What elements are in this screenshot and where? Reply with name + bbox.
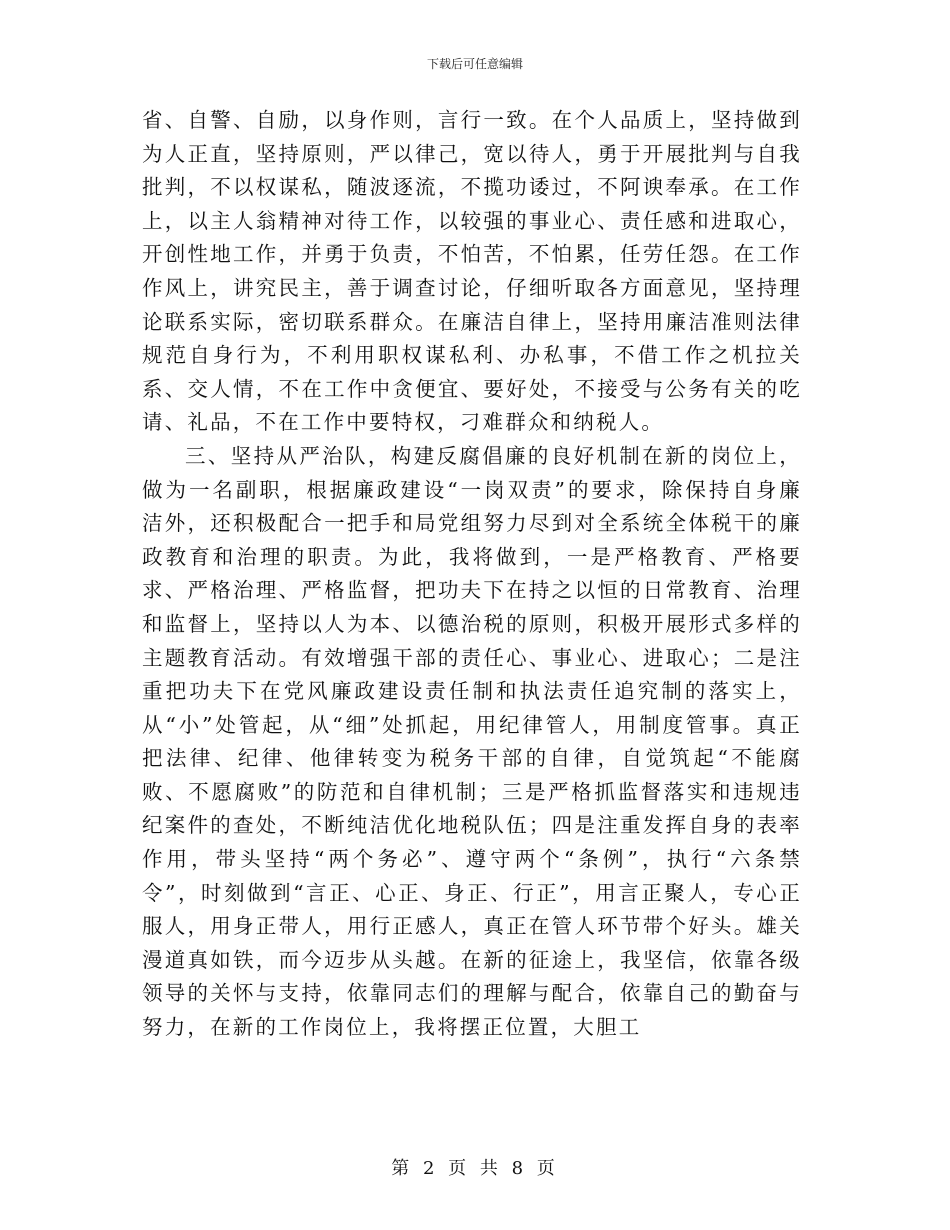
page-number-footer: 第 2 页 共 8 页 — [391, 1158, 559, 1179]
document-body — [142, 104, 802, 1045]
page-header-note: 下载后可任意编辑 — [426, 57, 523, 71]
body-paragraph-section-three: 三、坚持从严治队，构建反腐倡廉的良好机制在新的岗位上，做为一名副职，根据廉政建设“一岗双责”的要求，除保持自身廉洁外，还积极配合一把手和局党组努力尽到对全系统全体税干的廉政教育和治理的职责。为此，我将做到，一是严格教育、严格要求、严格治理、严格监督，把功夫下在持之以恒的日常教育、治理和监督上，坚持以人为本、以德治税的原则，积极开展形式多样的主题教育活动。有效增强干部的责任心、事业心、进取心；二是注重把功夫下在党风廉政建设责任制和执法责任追究制的落实上，从“小”处管起，从“细”处抓起，用纪律管人，用制度管事。真正把法律、纪律、他律转变为税务干部的自律，自觉筑起“不能腐败、不愿腐败”的防范和自律机制；三是严格抓监督落实和违规违纪案件的查处，不断纯洁优化地税队伍；四是注重发挥自身的表率作用，带头坚持“两个务必”、遵守两个“条例”，执行“六条禁令”，时刻做到“言正、心正、身正、行正”，用言正聚人，专心正服人，用身正带人，用行正感人，真正在管人环节带个好头。雄关漫道真如铁，而今迈步从头越。在新的征途上，我坚信，依靠各级领导的关怀与支持，依靠同志们的理解与配合，依靠自己的勤奋与努力，在新的工作岗位上，我将摆正位置，大胆工 — [142, 443, 802, 1040]
body-paragraph-continued: 省、自警、自励，以身作则，言行一致。在个人品质上，坚持做到为人正直，坚持原则，严以律己，宽以待人，勇于开展批判与自我批判，不以权谋私，随波逐流，不揽功诿过，不阿谀奉承。在工作上，以主人翁精神对待工作，以较强的事业心、责任感和进取心，开创性地工作，并勇于负责，不怕苦，不怕累，任劳任怨。在工作作风上，讲究民主，善于调查讨论，仔细听取各方面意见，坚持理论联系实际，密切联系群众。在廉洁自律上，坚持用廉洁准则法律规范自身行为，不利用职权谋私利、办私事，不借工作之机拉关系、交人情，不在工作中贪便宜、要好处，不接受与公务有关的吃请、礼品，不在工作中要特权，刁难群众和纳税人。 — [142, 108, 802, 435]
